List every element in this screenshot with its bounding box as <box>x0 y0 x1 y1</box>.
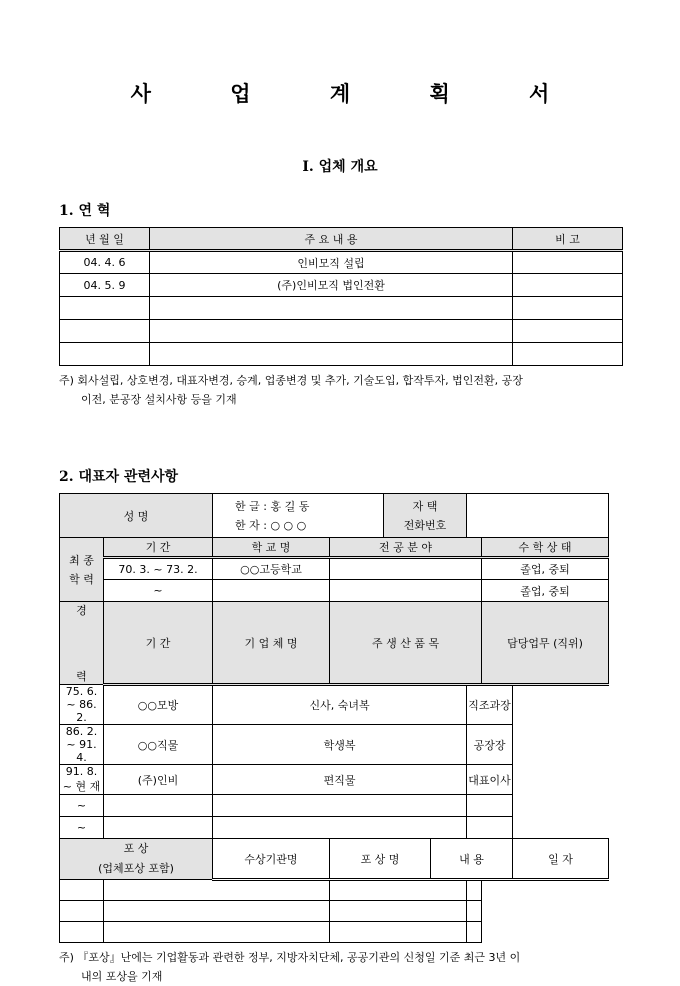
content-cell <box>150 297 513 320</box>
name-row <box>60 494 609 538</box>
note-prefix: 주) <box>59 374 74 387</box>
company-cell: (주)인비 <box>104 765 213 795</box>
duty-cell <box>467 795 513 817</box>
column-header: 담당업무 (직위) <box>482 602 609 685</box>
career-row <box>60 685 609 725</box>
award-name-cell <box>104 880 330 901</box>
status-cell: 졸업, 중퇴 <box>482 558 609 580</box>
education-row <box>60 580 609 602</box>
date-cell: 04. 5. 9 <box>60 274 150 297</box>
column-header: 일 자 <box>513 839 609 880</box>
company-cell <box>104 817 213 839</box>
award-row <box>60 922 609 943</box>
duty-cell <box>467 817 513 839</box>
column-header: 기 간 <box>104 602 213 685</box>
history-section <box>59 227 629 409</box>
major-cell <box>330 558 482 580</box>
award-date-cell <box>467 901 482 922</box>
label-line: 최 종 <box>69 553 94 567</box>
period-cell: 70. 3. ~ 73. 2. <box>104 558 213 580</box>
award-content-cell <box>330 922 467 943</box>
label-line: (업체포상 포함) <box>98 862 174 875</box>
award-date-cell <box>467 880 482 901</box>
product-cell <box>213 817 467 839</box>
institution-cell <box>60 922 104 943</box>
column-header: 수 학 상 태 <box>482 538 609 558</box>
section-representative-heading: 2. 대표자 관련사항 <box>59 469 179 485</box>
award-row <box>60 880 609 901</box>
name-label: 성 명 <box>60 494 213 538</box>
period-cell: 75. 6. ~ 86. 2. <box>60 685 104 725</box>
remark-cell <box>513 251 623 274</box>
date-cell: 04. 4. 6 <box>60 251 150 274</box>
history-table <box>59 227 623 366</box>
column-header: 주 요 내 용 <box>150 228 513 251</box>
note-text: 내의 포상을 기재 <box>81 970 163 983</box>
period-cell: ~ <box>60 795 104 817</box>
column-header: 년 월 일 <box>60 228 150 251</box>
phone-label-line: 전화번호 <box>403 518 447 532</box>
award-date-cell <box>467 922 482 943</box>
name-hangul: 한 글 : 홍 길 동 <box>235 499 310 513</box>
product-cell: 신사, 숙녀복 <box>213 685 467 725</box>
representative-note <box>59 948 629 986</box>
column-header: 수상기관명 <box>213 839 330 880</box>
career-label <box>60 602 104 685</box>
product-cell: 학생복 <box>213 725 467 765</box>
content-cell <box>150 343 513 366</box>
date-cell <box>60 297 150 320</box>
company-cell <box>104 795 213 817</box>
section-history-heading: 1. 연 혁 <box>59 203 111 219</box>
institution-cell <box>60 880 104 901</box>
career-row <box>60 765 609 795</box>
award-name-cell <box>104 922 330 943</box>
content-cell: (주)인비모직 법인전환 <box>150 274 513 297</box>
history-row <box>60 274 623 297</box>
career-row <box>60 817 609 839</box>
education-label <box>60 538 104 602</box>
period-cell: 91. 8. ~ 현 재 <box>60 765 104 795</box>
career-row <box>60 795 609 817</box>
date-cell <box>60 320 150 343</box>
period-cell: ~ <box>104 580 213 602</box>
major-cell <box>330 580 482 602</box>
company-cell: ○○모방 <box>104 685 213 725</box>
note-text: 회사설립, 상호변경, 대표자변경, 승계, 업종변경 및 추가, 기술도입, 합작투자, 법인전환, 공장 <box>77 374 523 387</box>
content-cell <box>150 320 513 343</box>
history-row <box>60 297 623 320</box>
phone-value <box>467 494 609 538</box>
remark-cell <box>513 343 623 366</box>
chapter-title: I. 업체 개요 <box>302 159 378 175</box>
document-title: 사 업 계 획 서 <box>130 81 586 106</box>
school-cell: ○○고등학교 <box>213 558 330 580</box>
column-header: 학 교 명 <box>213 538 330 558</box>
note-prefix: 주) <box>59 951 74 964</box>
award-content-cell <box>330 880 467 901</box>
history-row <box>60 320 623 343</box>
column-header: 전 공 분 야 <box>330 538 482 558</box>
history-header-row <box>60 228 623 251</box>
career-row <box>60 725 609 765</box>
status-cell: 졸업, 중퇴 <box>482 580 609 602</box>
note-text: 『포상』난에는 기업활동과 관련한 정부, 지방자치단체, 공공기관의 신청일 기준 최근 3년 이 <box>77 951 521 964</box>
column-header: 주 생 산 품 목 <box>330 602 482 685</box>
award-header-row <box>60 839 609 880</box>
remark-cell <box>513 320 623 343</box>
period-cell: 86. 2. ~ 91. 4. <box>60 725 104 765</box>
duty-cell: 공장장 <box>467 725 513 765</box>
award-name-cell <box>104 901 330 922</box>
award-label <box>60 839 213 880</box>
history-row <box>60 343 623 366</box>
date-cell <box>60 343 150 366</box>
content-cell: 인비모직 설립 <box>150 251 513 274</box>
history-row <box>60 251 623 274</box>
remark-cell <box>513 274 623 297</box>
education-row <box>60 558 609 580</box>
company-cell: ○○직물 <box>104 725 213 765</box>
school-cell <box>213 580 330 602</box>
label-line: 학 력 <box>69 572 94 586</box>
career-header-row <box>60 602 609 685</box>
institution-cell <box>60 901 104 922</box>
label-line: 력 <box>76 670 87 683</box>
product-cell: 편직물 <box>213 765 467 795</box>
product-cell <box>213 795 467 817</box>
label-line: 경 <box>76 604 87 617</box>
history-note <box>59 371 629 409</box>
period-cell: ~ <box>60 817 104 839</box>
phone-label-line: 자 택 <box>412 499 438 513</box>
phone-label <box>384 494 467 538</box>
duty-cell: 직조과장 <box>467 685 513 725</box>
column-header: 기 업 체 명 <box>213 602 330 685</box>
column-header: 내 용 <box>431 839 513 880</box>
name-value <box>213 494 384 538</box>
column-header: 비 고 <box>513 228 623 251</box>
column-header: 포 상 명 <box>330 839 431 880</box>
note-text: 이전, 분공장 설치사항 등을 기재 <box>81 393 237 406</box>
award-row <box>60 901 609 922</box>
representative-table <box>59 493 609 943</box>
education-header-row <box>60 538 609 558</box>
duty-cell: 대표이사 <box>467 765 513 795</box>
column-header: 기 간 <box>104 538 213 558</box>
name-hanja: 한 자 : ○ ○ ○ <box>235 518 307 532</box>
label-line: 포 상 <box>123 842 149 855</box>
award-content-cell <box>330 901 467 922</box>
representative-section <box>59 493 629 986</box>
remark-cell <box>513 297 623 320</box>
